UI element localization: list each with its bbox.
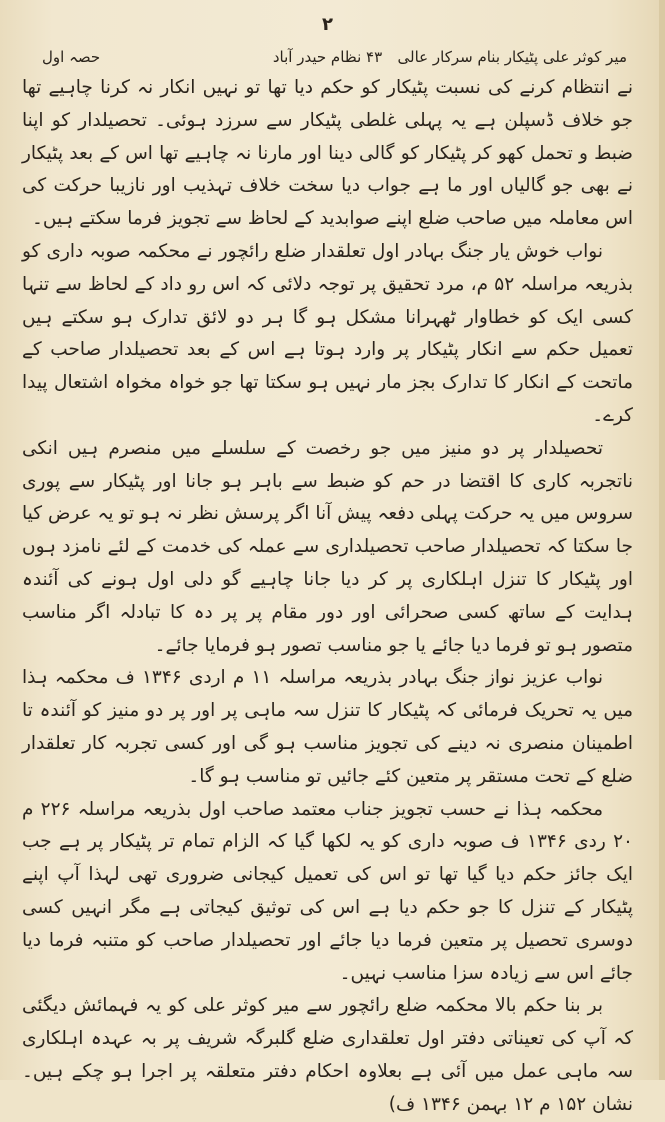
- header-center: ۴۳ نظام حیدر آباد: [272, 48, 383, 66]
- paragraph: نے انتظام کرنے کی نسبت پٹیکار کو حکم دیا تھا تو نہیں انکار نہ کرنا چاہیے تھا جو خلاف ڈسپلن ہے یہ پہلی غلطی پٹیکار سے سرزد ہوئی۔ تحصیلدار کو اپنا ضبط و تحمل کھو کر پٹیکار کو گالی دینا اور مارنا نہ چاہیے تھا اس کے بعد پٹیکار نے بھی جو گالیاں اور ما ہے جواب دیا سخت خلاف تہذیب اور نازیبا حرکت کی اس معاملہ میں صاحب ضلع اپنے صوابدید کے لحاظ سے تجویز فرما سکتے ہیں۔: [22, 77, 633, 230]
- paragraph: محکمہ ہذا نے حسب تجویز جناب معتمد صاحب اول بذریعہ مراسلہ ۲۲۶ م ۲۰ ردی ۱۳۴۶ ف صوبہ داری کو یہ لکھا گیا کہ الزام تمام تر پٹیکار پر ہے جب ایک جائز حکم دیا گیا تھا تو اس کی تعمیل کیجانی ضروری تھی لہذا آپ اپنے پٹیکار کے تنزل کا جو حکم دیا ہے اس کی توثیق کیجاتی ہے مگر انہیں کسی دوسری تحصیل پر متعین فرما دیا جائے اور تحصیلدار صاحب کو متنبہ فرما دیا جائے اس سے زیادہ سزا مناسب نہیں۔: [22, 798, 633, 984]
- paragraph: تحصیلدار پر دو منیز میں جو رخصت کے سلسلے میں منصرم ہیں انکی ناتجربہ کاری کا اقتضا در حم کو ضبط سے باہر ہو جانا اور پٹیکار سے پوری سروس میں یہ حرکت پہلی دفعہ پیش آنا اگر پرسش نظر نہ ہو تو یہ عرض کیا جا سکتا کہ تحصیلدار صاحب تحصیلداری سے عملہ کی خدمت کے لئے نامزد ہوں اور پٹیکار کا تنزل اہلکاری پر کر دیا جانا چاہیے گو دلی اول ہونے کی آئندہ ہدایت کے ساتھ کسی صحرائی اور دور مقام پر پر دہ کا تبادلہ اگر مناسب متصور ہو تو فرما دیا جائے یا جو مناسب تصور ہو فرمایا جائے۔: [22, 437, 633, 656]
- page-number: ٢: [322, 14, 333, 35]
- section-label: حصہ اول: [42, 48, 101, 66]
- paragraph: نواب خوش یار جنگ بہادر اول تعلقدار ضلع رائچور نے محکمہ صوبہ داری کو بذریعہ مراسلہ ۵۲ م، مرد تحقیق پر توجہ دلائی کہ اس رو داد کے لحاظ سے تنہا کسی ایک کو خطاوار ٹھہرانا مشکل ہو گا ہر دو لائق تدارک ہو سکتے ہیں تعمیل حکم سے انکار پٹیکار پر وارد ہوتا ہے اس کے بعد تحصیلدار صاحب کے ماتحت کے انکار کا تدارک بجز مار نہیں ہو سکتا تھا جو خواہ مخواہ اشتعال پیدا کرے۔: [22, 240, 633, 426]
- paragraph: بر بنا حکم بالا محکمہ ضلع رائچور سے میر کوثر علی کو یہ فہمائش دیگئی کہ آپ کی تعیناتی دفتر اول تعلقداری ضلع گلبرگہ شریف پر بہ عہدہ اہلکاری سہ ماہی عمل میں آئی ہے بعلاوہ احکام دفتر متعلقہ پر اجرا ہو چکے ہیں۔ نشان ۱۵۲ م ۱۲ بہمن ۱۳۴۶ ف): [22, 995, 633, 1115]
- paragraph: نواب عزیز نواز جنگ بہادر بذریعہ مراسلہ ۱۱ م اردی ۱۳۴۶ ف محکمہ ہذا میں یہ تحریک فرمائی کہ پٹیکار کا تنزل سہ ماہی پر اور پر دو منیز کو آئندہ تا اطمینان منصری نہ دینے کی تجویز مناسب ہو گی اور کسی تجربہ کار تعلقدار ضلع کے تحت مستقر پر متعین کئے جائیں تو مناسب ہو گا۔: [22, 667, 633, 787]
- running-title: میر کوثر علی پٹیکار بنام سرکار عالی: [397, 48, 627, 66]
- page-header: [18, 14, 637, 72]
- body-text: [18, 72, 637, 1122]
